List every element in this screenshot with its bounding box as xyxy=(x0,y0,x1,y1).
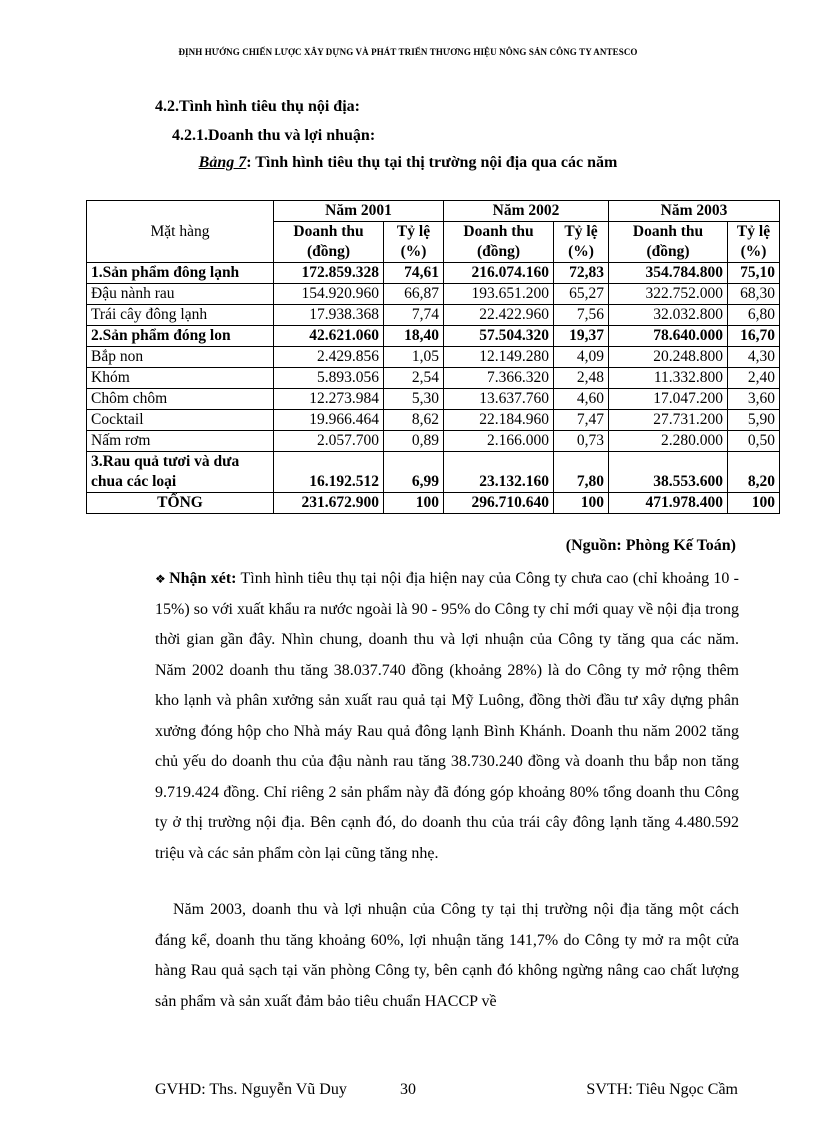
percent-cell: 16,70 xyxy=(728,326,780,347)
row-label: Trái cây đông lạnh xyxy=(87,305,274,326)
revenue-cell: 13.637.760 xyxy=(444,389,554,410)
revenue-cell: 42.621.060 xyxy=(274,326,384,347)
revenue-cell: 354.784.800 xyxy=(609,263,728,284)
percent-cell: 0,73 xyxy=(554,431,609,452)
footer-student: SVTH: Tiêu Ngọc Cầm xyxy=(586,1081,738,1098)
table-row xyxy=(87,305,780,326)
revenue-cell: 78.640.000 xyxy=(609,326,728,347)
table-row xyxy=(87,347,780,368)
table-row xyxy=(87,368,780,389)
row-label: Nấm rơm xyxy=(87,431,274,452)
percent-cell: 4,60 xyxy=(554,389,609,410)
revenue-cell: 17.047.200 xyxy=(609,389,728,410)
remark-lead: Nhận xét: xyxy=(169,570,237,587)
revenue-cell: 2.429.856 xyxy=(274,347,384,368)
total-percent-cell: 100 xyxy=(384,493,444,514)
table-row xyxy=(87,452,780,493)
subsection-heading: 4.2.1.Doanh thu và lợi nhuận: xyxy=(172,127,376,144)
row-label: 2.Sản phẩm đóng lon xyxy=(87,326,274,347)
percent-cell: 4,09 xyxy=(554,347,609,368)
revenue-cell: 19.966.464 xyxy=(274,410,384,431)
row-label: Đậu nành rau xyxy=(87,284,274,305)
percent-cell: 72,83 xyxy=(554,263,609,284)
table-row xyxy=(87,410,780,431)
percent-cell: 8,62 xyxy=(384,410,444,431)
percent-cell: 75,10 xyxy=(728,263,780,284)
revenue-cell: 2.280.000 xyxy=(609,431,728,452)
revenue-column-header: Doanh thu (đồng) xyxy=(444,222,554,263)
percent-column-header: Tỷ lệ (%) xyxy=(554,222,609,263)
table-row xyxy=(87,431,780,452)
sales-table xyxy=(86,200,780,514)
percent-cell: 2,54 xyxy=(384,368,444,389)
percent-column-header: Tỷ lệ (%) xyxy=(384,222,444,263)
percent-cell: 7,47 xyxy=(554,410,609,431)
table-caption-text: : Tình hình tiêu thụ tại thị trường nội địa qua các năm xyxy=(246,154,618,171)
row-label: Chôm chôm xyxy=(87,389,274,410)
total-label: TỔNG xyxy=(87,493,274,514)
percent-cell: 68,30 xyxy=(728,284,780,305)
percent-cell: 74,61 xyxy=(384,263,444,284)
page-number: 30 xyxy=(400,1081,416,1098)
percent-cell: 5,30 xyxy=(384,389,444,410)
percent-cell: 0,50 xyxy=(728,431,780,452)
percent-cell: 19,37 xyxy=(554,326,609,347)
revenue-cell: 57.504.320 xyxy=(444,326,554,347)
table-row xyxy=(87,389,780,410)
revenue-cell: 17.938.368 xyxy=(274,305,384,326)
percent-cell: 66,87 xyxy=(384,284,444,305)
revenue-cell: 2.057.700 xyxy=(274,431,384,452)
row-label: 1.Sản phẩm đông lạnh xyxy=(87,263,274,284)
row-label: 3.Rau quả tươi và dưa chua các loại xyxy=(87,452,274,493)
percent-cell: 7,56 xyxy=(554,305,609,326)
remark-text: Tình hình tiêu thụ tại nội địa hiện nay của Công ty chưa cao (chỉ khoảng 10 - 15%) so với xuất khẩu ra nước ngoài là 90 - 95% do Công ty chỉ mới quay về nội địa trong thời gian gần đây. Nhìn chung, doanh thu và lợi nhuận của Công ty tăng qua các năm. Năm 2002 doanh thu tăng 38.037.740 đồng (khoảng 28%) là do Công ty mở rộng thêm kho lạnh và phân xưởng sản xuất rau quả tại Mỹ Luông, đồng thời đầu tư xây dựng phân xưởng đóng hộp cho Nhà máy Rau quả đông lạnh Bình Khánh. Doanh thu năm 2002 tăng chủ yếu do doanh thu của đậu nành rau tăng 38.730.240 đồng và doanh thu bắp non tăng 9.719.424 đồng. Chỉ riêng 2 sản phẩm này đã đóng góp khoảng 80% tổng doanh thu Công ty ở thị trường nội địa. Bên cạnh đó, do doanh thu của trái cây đông lạnh tăng 4.480.592 triệu và các sản phẩm còn lại cũng tăng nhẹ. xyxy=(155,570,740,862)
revenue-cell: 172.859.328 xyxy=(274,263,384,284)
total-percent-cell: 100 xyxy=(554,493,609,514)
revenue-cell: 322.752.000 xyxy=(609,284,728,305)
percent-cell: 4,30 xyxy=(728,347,780,368)
section-heading: 4.2.Tình hình tiêu thụ nội địa: xyxy=(155,98,360,115)
year-header: Năm 2001 xyxy=(274,201,444,222)
table-caption-label: Bảng 7 xyxy=(198,154,247,171)
percent-cell: 5,90 xyxy=(728,410,780,431)
percent-cell: 6,80 xyxy=(728,305,780,326)
percent-cell: 7,74 xyxy=(384,305,444,326)
revenue-cell: 20.248.800 xyxy=(609,347,728,368)
percent-cell: 2,40 xyxy=(728,368,780,389)
total-revenue-cell: 231.672.900 xyxy=(274,493,384,514)
percent-column-header: Tỷ lệ (%) xyxy=(728,222,780,263)
revenue-cell: 16.192.512 xyxy=(274,452,384,493)
year-header: Năm 2002 xyxy=(444,201,609,222)
revenue-cell: 11.332.800 xyxy=(609,368,728,389)
percent-cell: 65,27 xyxy=(554,284,609,305)
percent-cell: 7,80 xyxy=(554,452,609,493)
body-paragraph: Năm 2003, doanh thu và lợi nhuận của Công ty tại thị trường nội địa tăng một cách đáng kể, doanh thu tăng khoảng 60%, lợi nhuận tăng 141,7% do Công ty mở ra một cửa hàng Rau quả sạch tại văn phòng Công ty, bên cạnh đó không ngừng nâng cao chất lượng sản phẩm và sản xuất đảm bảo tiêu chuẩn HACCP về xyxy=(155,901,739,1010)
table-row xyxy=(87,326,780,347)
table-row xyxy=(87,284,780,305)
revenue-cell: 7.366.320 xyxy=(444,368,554,389)
revenue-cell: 32.032.800 xyxy=(609,305,728,326)
revenue-cell: 193.651.200 xyxy=(444,284,554,305)
table-row xyxy=(87,263,780,284)
percent-cell: 6,99 xyxy=(384,452,444,493)
percent-cell: 18,40 xyxy=(384,326,444,347)
table-caption xyxy=(0,154,816,172)
revenue-cell: 27.731.200 xyxy=(609,410,728,431)
revenue-cell: 216.074.160 xyxy=(444,263,554,284)
revenue-cell: 154.920.960 xyxy=(274,284,384,305)
remark-paragraph xyxy=(155,564,739,869)
revenue-cell: 12.273.984 xyxy=(274,389,384,410)
row-label: Khóm xyxy=(87,368,274,389)
percent-cell: 0,89 xyxy=(384,431,444,452)
revenue-column-header: Doanh thu (đồng) xyxy=(609,222,728,263)
percent-cell: 8,20 xyxy=(728,452,780,493)
running-header: ĐỊNH HƯỚNG CHIẾN LƯỢC XÂY DỰNG VÀ PHÁT TRIỂN THƯƠNG HIỆU NÔNG SẢN CÔNG TY ANTESCO xyxy=(178,47,638,57)
revenue-cell: 5.893.056 xyxy=(274,368,384,389)
percent-cell: 2,48 xyxy=(554,368,609,389)
year-header: Năm 2003 xyxy=(609,201,780,222)
footer-advisor: GVHD: Ths. Nguyễn Vũ Duy xyxy=(155,1081,347,1098)
revenue-cell: 38.553.600 xyxy=(609,452,728,493)
diamond-bullet-icon: ❖ xyxy=(155,572,167,586)
revenue-cell: 22.422.960 xyxy=(444,305,554,326)
revenue-cell: 23.132.160 xyxy=(444,452,554,493)
table-body xyxy=(87,263,780,514)
row-label: Cocktail xyxy=(87,410,274,431)
percent-cell: 1,05 xyxy=(384,347,444,368)
table-source: (Nguồn: Phòng Kế Toán) xyxy=(565,537,736,554)
total-row xyxy=(87,493,780,514)
percent-cell: 3,60 xyxy=(728,389,780,410)
row-label: Bắp non xyxy=(87,347,274,368)
total-revenue-cell: 471.978.400 xyxy=(609,493,728,514)
total-revenue-cell: 296.710.640 xyxy=(444,493,554,514)
total-percent-cell: 100 xyxy=(728,493,780,514)
item-column-header: Mặt hàng xyxy=(87,201,274,263)
revenue-cell: 12.149.280 xyxy=(444,347,554,368)
revenue-cell: 2.166.000 xyxy=(444,431,554,452)
revenue-cell: 22.184.960 xyxy=(444,410,554,431)
revenue-column-header: Doanh thu (đồng) xyxy=(274,222,384,263)
